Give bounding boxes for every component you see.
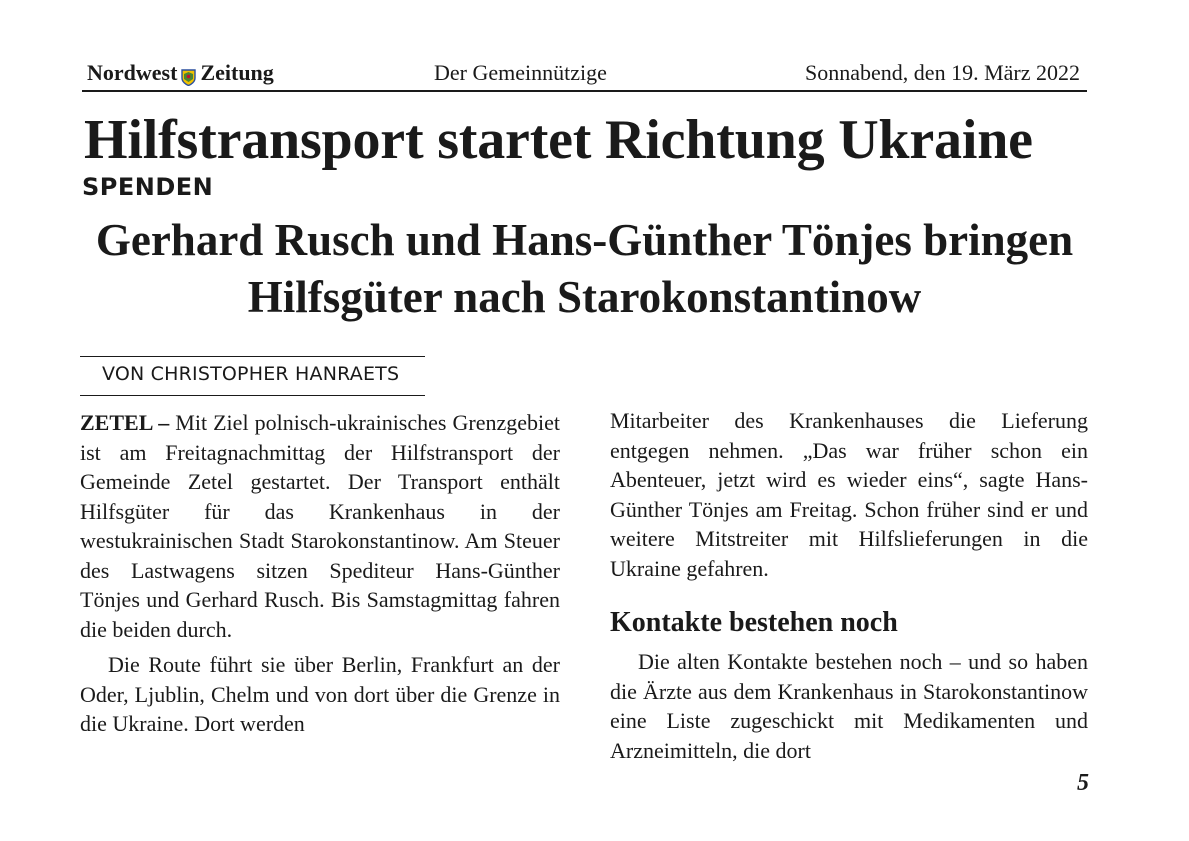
article-headline: Hilfstransport startet Richtung Ukraine bbox=[84, 109, 1033, 171]
section-kicker: SPENDEN bbox=[82, 173, 214, 201]
paragraph-4: Die alten Kontakte bestehen noch – und so haben die Ärzte aus dem Krankenhaus in Starokonstantinow eine Liste zugeschickt mit Medikamenten und Arzneimitteln, die dort bbox=[610, 649, 1088, 763]
brand-name-left: Nordwest bbox=[87, 60, 178, 85]
paragraph-3: Mitarbeiter des Krankenhauses die Lieferung entgegen nehmen. „Das war früher schon ein Abenteuer, jetzt wird es wieder eins“, sagte Hans-Günther Tönjes am Freitag. Schon früher sind er und weitere Mitstreiter mit Hilfslieferungen in die Ukraine gefahren. bbox=[610, 408, 1088, 581]
issue-date: Sonnabend, den 19. März 2022 bbox=[805, 60, 1080, 85]
article-subheadline: Gerhard Rusch und Hans-Günther Tönjes bringen Hilfsgüter nach Starokonstantinow bbox=[95, 215, 1074, 322]
dateline: ZETEL – bbox=[80, 410, 170, 435]
newspaper-subtitle: Der Gemeinnützige bbox=[434, 60, 607, 85]
byline-bottom-rule bbox=[80, 395, 425, 396]
paragraph-1 bbox=[80, 408, 560, 644]
masthead-divider bbox=[82, 90, 1087, 92]
article-column-left bbox=[80, 408, 560, 745]
byline: VON CHRISTOPHER HANRAETS bbox=[102, 363, 400, 385]
paragraph-2: Die Route führt sie über Berlin, Frankfurt an der Oder, Ljublin, Chelm und von dort über die Grenze in die Ukraine. Dort werden bbox=[80, 652, 560, 736]
brand-name-right: Zeitung bbox=[200, 60, 274, 85]
byline-top-rule bbox=[80, 356, 425, 357]
newspaper-logo bbox=[87, 60, 274, 86]
paragraph-1-text: Mit Ziel polnisch-ukrainisches Grenzgebiet ist am Freitagnachmittag der Hilfstransport der Gemeinde Zetel gestartet. Der Transport enthält Hilfsgüter für das Krankenhaus in der westukrainischen Stadt Starokonstantinow. Am Steuer des Lastwagens sitzen Spediteur Hans-Günther Tönjes und Gerhard Rusch. Bis Samstagmittag fahren die beiden durch. bbox=[80, 410, 561, 642]
article-column-right bbox=[610, 406, 1088, 771]
section-heading: Kontakte bestehen noch bbox=[610, 607, 898, 638]
coat-of-arms-icon bbox=[181, 66, 196, 83]
page-number: 5 bbox=[1077, 770, 1089, 796]
